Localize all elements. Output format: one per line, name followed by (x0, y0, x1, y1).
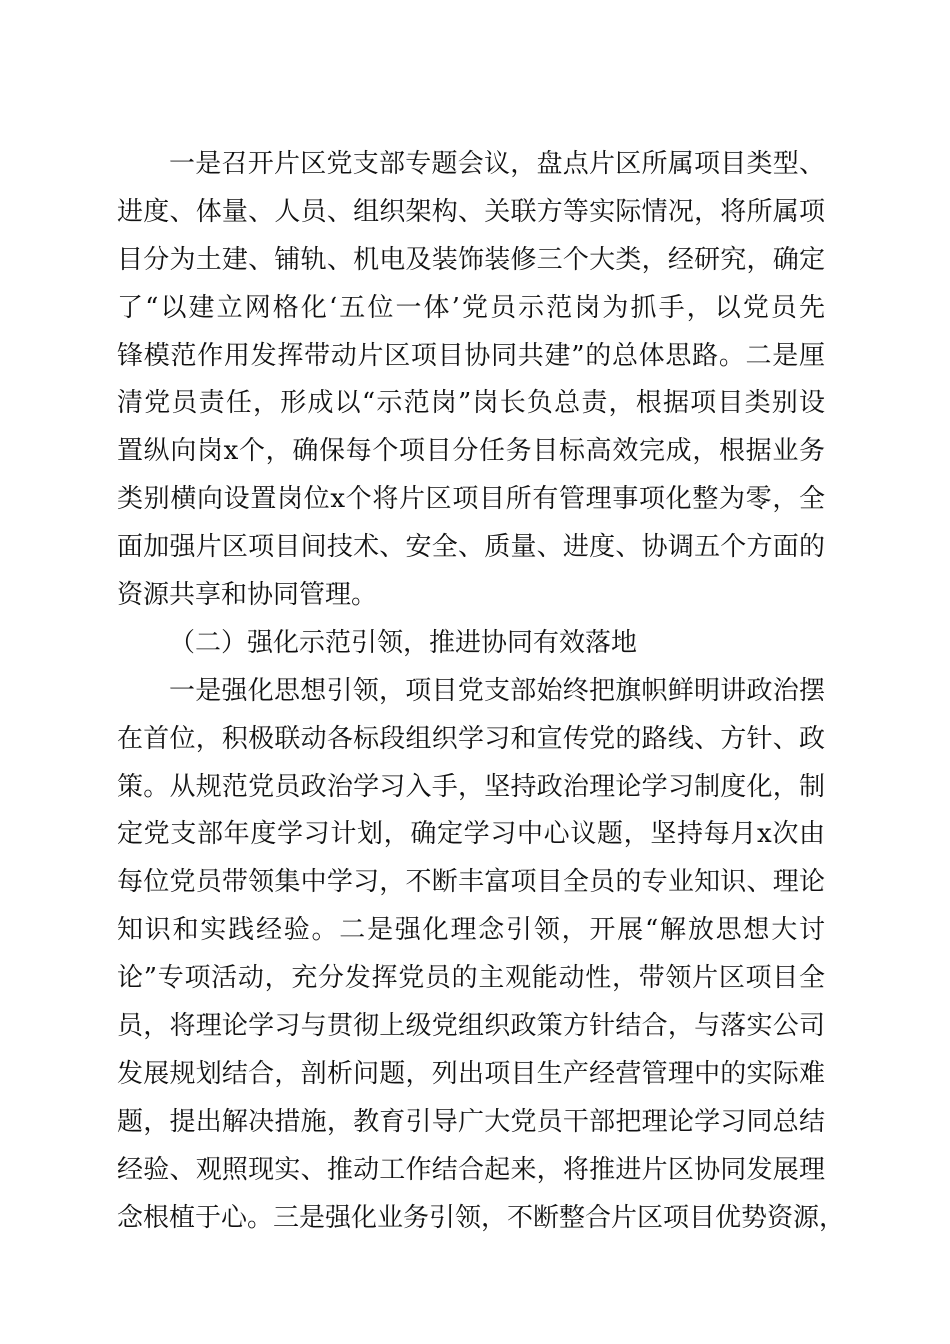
paragraph-line: 锋模范作用发挥带动片区项目协同共建”的总体思路。二是厘 (117, 340, 825, 371)
paragraph-line: 题，提出解决措施，教育引导广大党员干部把理论学习同总结 (117, 1106, 825, 1137)
document-body (117, 141, 846, 1242)
paragraph-line: 一是强化思想引领，项目党支部始终把旗帜鲜明讲政治摆 (169, 675, 825, 706)
paragraph-line: 一是召开片区党支部专题会议，盘点片区所属项目类型、 (169, 149, 825, 179)
section-heading: （二）强化示范引领，推进协同有效落地 (169, 627, 638, 658)
paragraph-line: 策。从规范党员政治学习入手，坚持政治理论学习制度化，制 (117, 771, 825, 802)
paragraph-line: 发展规划结合，剖析问题，列出项目生产经营管理中的实际难 (117, 1058, 825, 1089)
paragraph-line: 每位党员带领集中学习，不断丰富项目全员的专业知识、理论 (117, 867, 825, 898)
paragraph-line: 进度、体量、人员、组织架构、关联方等实际情况，将所属项 (117, 196, 825, 227)
paragraph-line: 定党支部年度学习计划，确定学习中心议题，坚持每月x次由 (117, 819, 825, 850)
paragraph-line: 知识和实践经验。二是强化理念引领，开展“解放思想大讨 (117, 915, 825, 946)
paragraph-line: 经验、观照现实、推动工作结合起来，将推进片区协同发展理 (117, 1154, 825, 1185)
paragraph-line: 员，将理论学习与贯彻上级党组织政策方针结合，与落实公司 (117, 1011, 825, 1042)
paragraph-line: 置纵向岗x个，确保每个项目分任务目标高效完成，根据业务 (117, 436, 825, 467)
paragraph-line: 在首位，积极联动各标段组织学习和宣传党的路线、方针、政 (117, 723, 825, 754)
paragraph-line: 资源共享和协同管理。 (117, 580, 378, 611)
paragraph-line: 面加强片区项目间技术、安全、质量、进度、协调五个方面的 (117, 532, 825, 563)
paragraph-line: 论”专项活动，充分发挥党员的主观能动性，带领片区项目全 (117, 963, 825, 994)
paragraph-line: 类别横向设置岗位x个将片区项目所有管理事项化整为零，全 (117, 484, 825, 515)
paragraph-line: 目分为土建、铺轨、机电及装饰装修三个大类，经研究，确定 (117, 244, 825, 275)
paragraph-line: 清党员责任，形成以“示范岗”岗长负总责，根据项目类别设 (117, 388, 825, 419)
paragraph-line: 了“以建立网格化‘五位一体’党员示范岗为抓手，以党员先 (117, 292, 825, 323)
paragraph-line: 念根植于心。三是强化业务引领，不断整合片区项目优势资源， (117, 1202, 846, 1233)
